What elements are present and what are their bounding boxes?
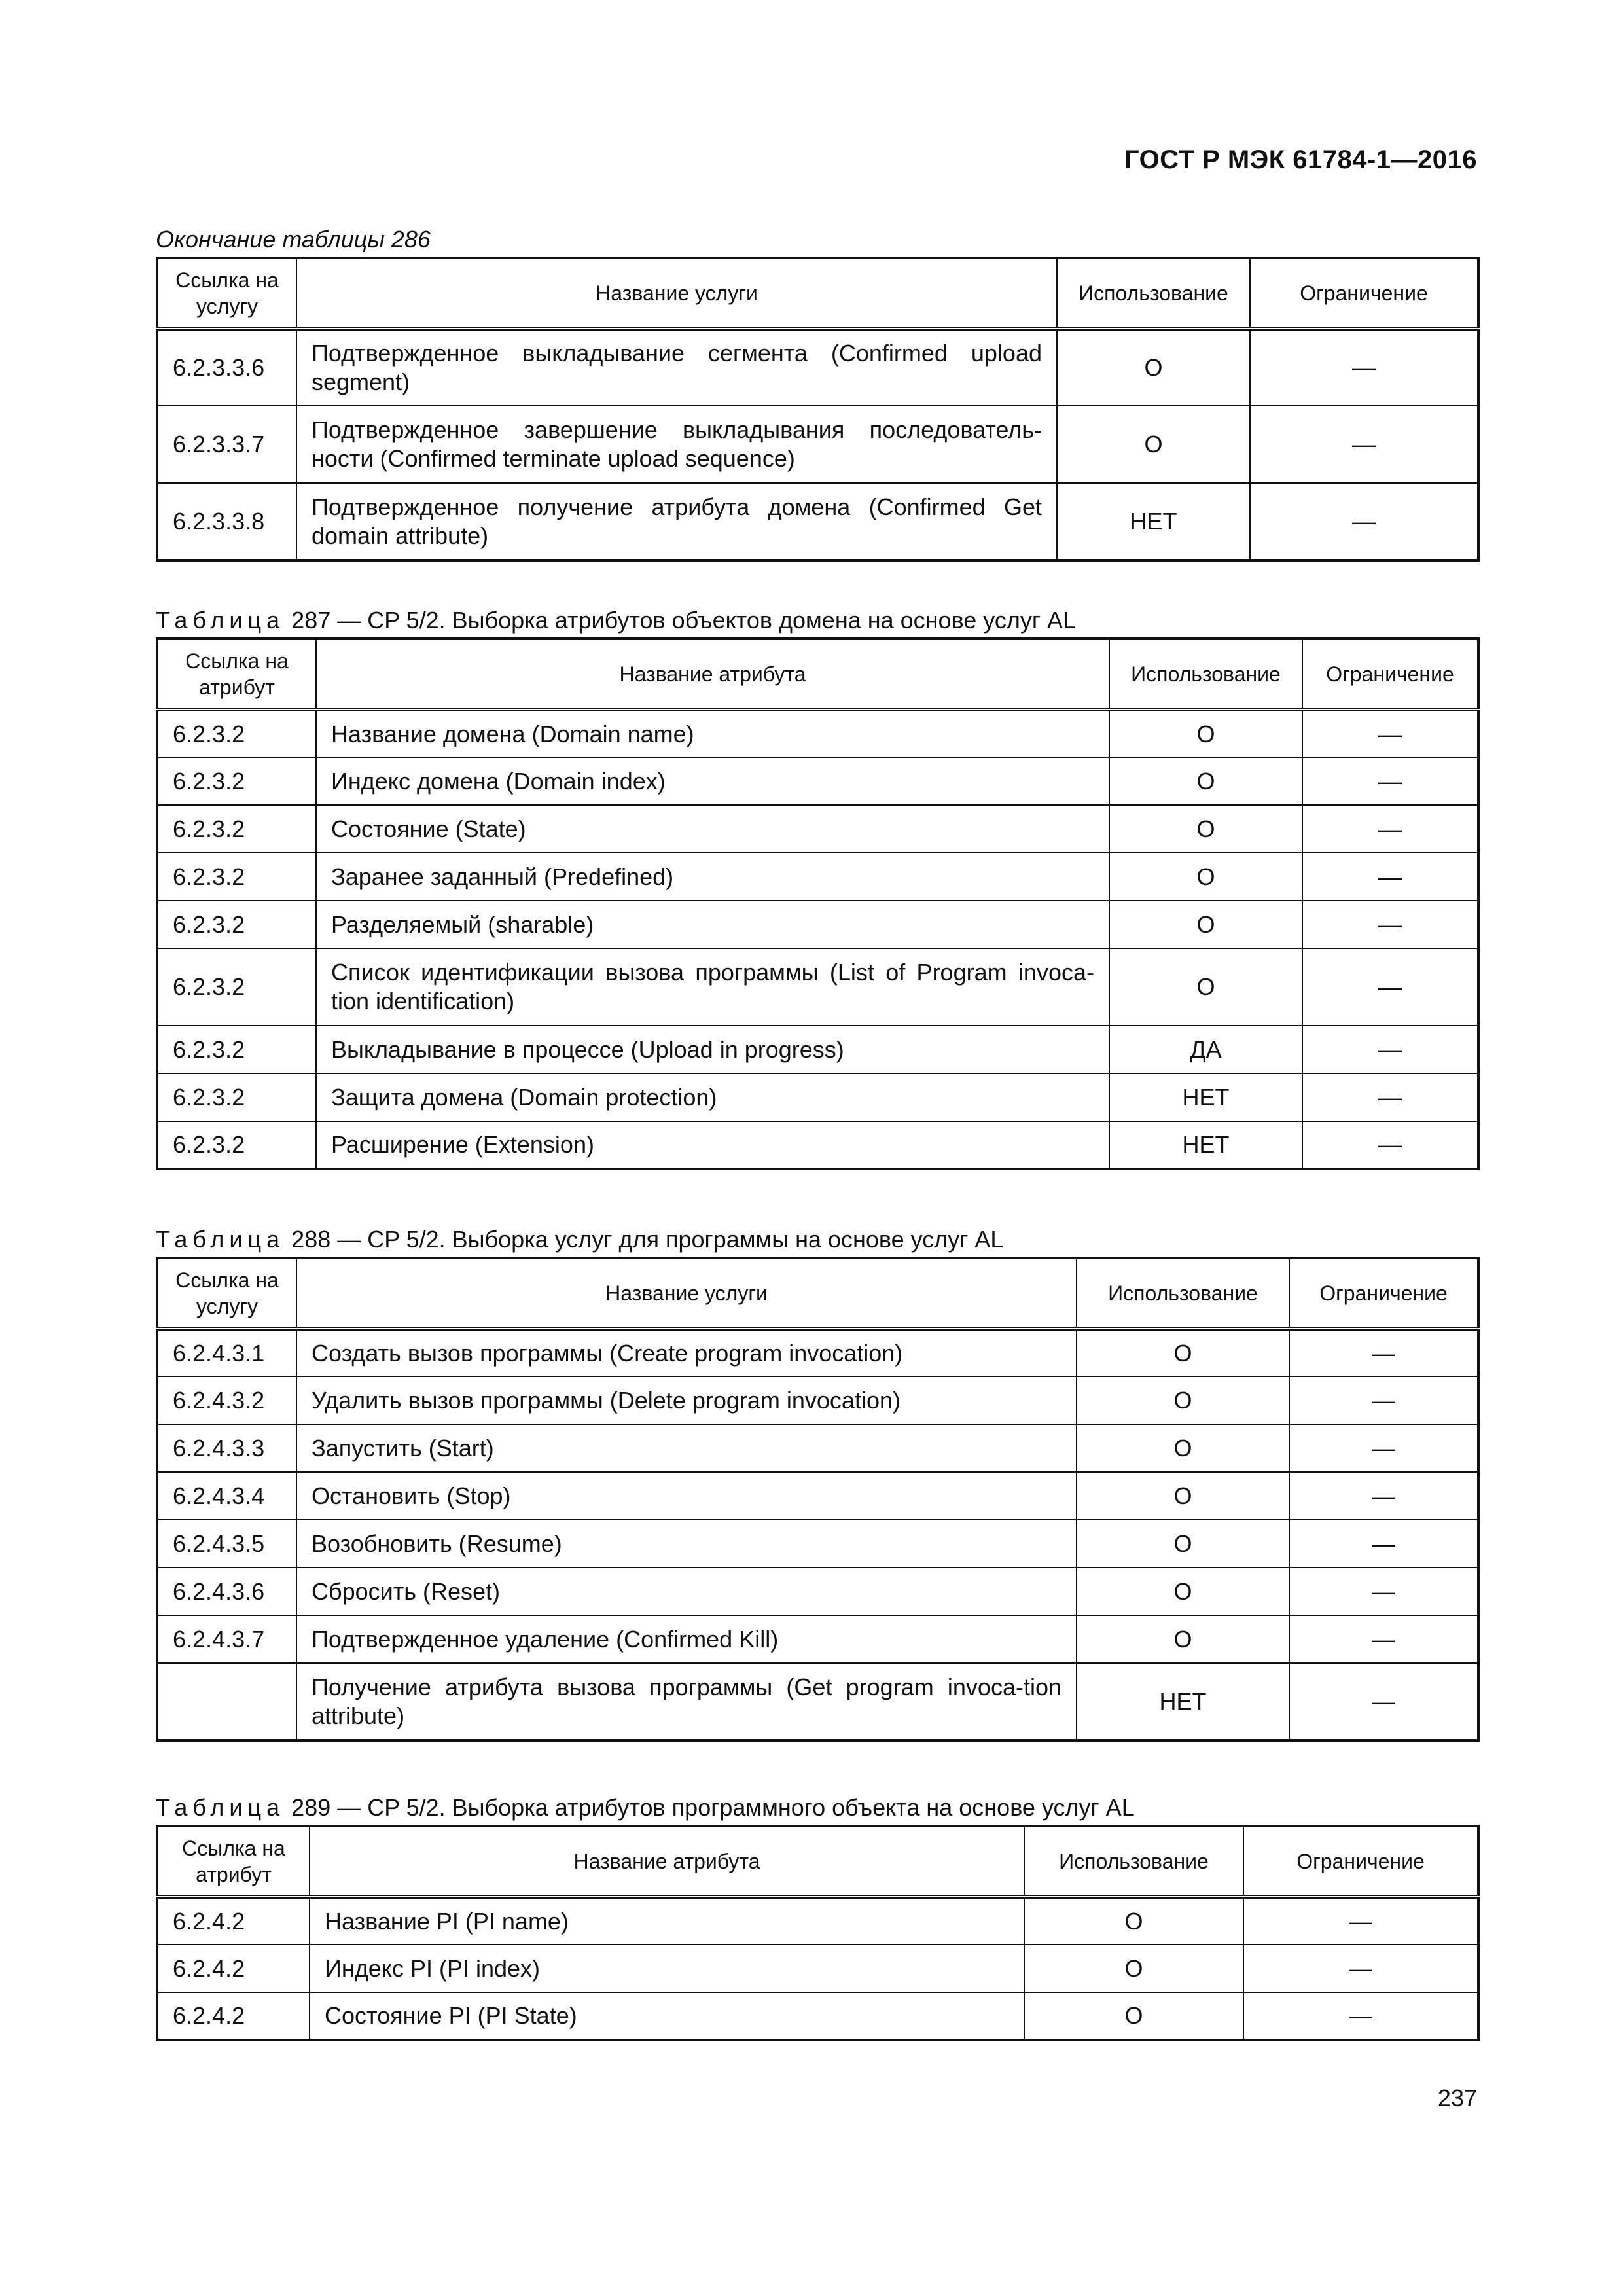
table-row [157,853,1478,901]
table-row [157,329,1478,406]
name-cell: Получение атрибута вызова программы (Get program invoca-tion attribute) [296,1663,1077,1740]
table-row [157,1121,1478,1169]
table-row [157,1073,1478,1121]
name-cell: Подтвержденное выкладывание сегмента (Confirmed upload segment) [296,329,1057,406]
limit-cell: — [1243,1897,1478,1945]
table-row [157,1615,1478,1663]
name-cell: Состояние PI (PI State) [310,1992,1024,2040]
limit-cell: — [1289,1472,1478,1520]
name-cell: Подтвержденное получение атрибута домена (Confirmed Get domain attribute) [296,483,1057,560]
usage-cell: О [1109,805,1302,853]
name-cell: Состояние (State) [316,805,1109,853]
usage-cell: О [1077,1568,1289,1615]
usage-cell: О [1109,948,1302,1026]
usage-cell: О [1109,757,1302,805]
limit-cell: — [1289,1615,1478,1663]
table-row [157,1472,1478,1520]
name-cell: Индекс PI (PI index) [310,1945,1024,1992]
table-289-section [156,1791,1477,2041]
usage-cell: О [1077,1329,1289,1376]
ref-cell: 6.2.3.2 [157,901,316,948]
table-286-section [156,223,1477,562]
ref-cell: 6.2.4.3.2 [157,1376,296,1424]
usage-cell: О [1077,1615,1289,1663]
table-287-section [156,603,1477,1170]
limit-cell: — [1302,901,1478,948]
limit-cell: — [1289,1376,1478,1424]
limit-cell: — [1302,1073,1478,1121]
table-288-section [156,1223,1477,1742]
name-cell: Расширение (Extension) [316,1121,1109,1169]
usage-cell: О [1077,1520,1289,1568]
table-286 [156,257,1480,562]
usage-cell: НЕТ [1057,483,1250,560]
name-cell: Подтвержденное удаление (Confirmed Kill) [296,1615,1077,1663]
table-row [157,483,1478,560]
usage-cell: О [1077,1472,1289,1520]
column-header-use: Использование [1077,1258,1289,1329]
ref-cell: 6.2.3.2 [157,853,316,901]
limit-cell: — [1289,1663,1478,1740]
table-caption [156,223,1477,257]
name-cell: Сбросить (Reset) [296,1568,1077,1615]
table-row [157,1026,1478,1073]
column-header-limit: Ограничение [1243,1826,1478,1897]
usage-cell: О [1109,853,1302,901]
column-header-use: Использование [1024,1826,1243,1897]
name-cell: Выкладывание в процессе (Upload in progress) [316,1026,1109,1073]
table-row [157,948,1478,1026]
usage-cell: О [1109,901,1302,948]
limit-cell: — [1302,1026,1478,1073]
ref-cell: 6.2.3.3.7 [157,406,296,483]
name-cell: Создать вызов программы (Create program invocation) [296,1329,1077,1376]
table-caption [156,1223,1477,1257]
table-row [157,757,1478,805]
name-cell: Название PI (PI name) [310,1897,1024,1945]
column-header-name: Название атрибута [316,639,1109,709]
ref-cell: 6.2.4.2 [157,1992,310,2040]
name-cell: Название домена (Domain name) [316,709,1109,757]
name-cell: Индекс домена (Domain index) [316,757,1109,805]
table-row [157,1424,1478,1472]
ref-cell: 6.2.3.2 [157,805,316,853]
ref-cell: 6.2.4.3.3 [157,1424,296,1472]
ref-cell: 6.2.4.2 [157,1897,310,1945]
usage-cell: О [1077,1424,1289,1472]
usage-cell: О [1057,329,1250,406]
limit-cell: — [1289,1520,1478,1568]
caption-text: 289 — CP 5/2. Выборка атрибутов программного объекта на основе услуг AL [291,1794,1135,1821]
ref-cell: 6.2.3.2 [157,1026,316,1073]
table-row [157,406,1478,483]
ref-cell: 6.2.4.3.7 [157,1615,296,1663]
page-number: 237 [1437,2085,1477,2111]
usage-cell: НЕТ [1109,1073,1302,1121]
table-288 [156,1257,1480,1742]
column-header-ref: Ссылка на атрибут [157,639,316,709]
caption-prefix: Таблица [156,1226,285,1253]
name-cell: Список идентификации вызова программы (List of Program invoca-tion identification) [316,948,1109,1026]
limit-cell: — [1289,1424,1478,1472]
table-row [157,1376,1478,1424]
table-header-row [157,639,1478,709]
limit-cell: — [1302,805,1478,853]
name-cell: Возобновить (Resume) [296,1520,1077,1568]
ref-cell: 6.2.3.2 [157,1073,316,1121]
limit-cell: — [1250,329,1478,406]
usage-cell: О [1024,1945,1243,1992]
ref-cell: 6.2.4.3.6 [157,1568,296,1615]
column-header-ref: Ссылка на атрибут [157,1826,310,1897]
name-cell: Запустить (Start) [296,1424,1077,1472]
ref-cell: 6.2.4.2 [157,1945,310,1992]
document-header: ГОСТ Р МЭК 61784-1—2016 [1124,145,1477,174]
limit-cell: — [1250,406,1478,483]
limit-cell: — [1243,1992,1478,2040]
ref-cell [157,1663,296,1740]
limit-cell: — [1289,1568,1478,1615]
ref-cell: 6.2.3.2 [157,709,316,757]
table-289 [156,1825,1480,2041]
column-header-name: Название атрибута [310,1826,1024,1897]
table-header-row [157,1826,1478,1897]
table-header-row [157,258,1478,329]
table-row [157,1663,1478,1740]
ref-cell: 6.2.3.2 [157,948,316,1026]
limit-cell: — [1289,1329,1478,1376]
ref-cell: 6.2.4.3.5 [157,1520,296,1568]
ref-cell: 6.2.3.3.6 [157,329,296,406]
table-header-row [157,1258,1478,1329]
name-cell: Подтвержденное завершение выкладывания последователь-ности (Confirmed terminate upload sequence) [296,406,1057,483]
table-row [157,1945,1478,1992]
usage-cell: О [1109,709,1302,757]
column-header-use: Использование [1057,258,1250,329]
column-header-name: Название услуги [296,258,1057,329]
usage-cell: О [1077,1376,1289,1424]
usage-cell: НЕТ [1077,1663,1289,1740]
limit-cell: — [1302,1121,1478,1169]
column-header-name: Название услуги [296,1258,1077,1329]
name-cell: Разделяемый (sharable) [316,901,1109,948]
column-header-limit: Ограничение [1250,258,1478,329]
column-header-use: Использование [1109,639,1302,709]
limit-cell: — [1302,709,1478,757]
column-header-ref: Ссылка на услугу [157,258,296,329]
column-header-limit: Ограничение [1289,1258,1478,1329]
name-cell: Остановить (Stop) [296,1472,1077,1520]
ref-cell: 6.2.3.2 [157,757,316,805]
caption-text: 288 — CP 5/2. Выборка услуг для программы на основе услуг AL [291,1226,1004,1253]
usage-cell: ДА [1109,1026,1302,1073]
usage-cell: НЕТ [1109,1121,1302,1169]
usage-cell: О [1024,1897,1243,1945]
table-caption [156,1791,1477,1825]
table-caption [156,603,1477,637]
limit-cell: — [1302,948,1478,1026]
caption-text: 287 — CP 5/2. Выборка атрибутов объектов домена на основе услуг AL [291,607,1077,634]
table-row [157,1520,1478,1568]
table-row [157,901,1478,948]
table-row [157,1329,1478,1376]
ref-cell: 6.2.3.3.8 [157,483,296,560]
ref-cell: 6.2.4.3.1 [157,1329,296,1376]
caption-prefix: Таблица [156,1794,285,1821]
ref-cell: 6.2.3.2 [157,1121,316,1169]
limit-cell: — [1302,757,1478,805]
ref-cell: 6.2.4.3.4 [157,1472,296,1520]
table-row [157,1568,1478,1615]
usage-cell: О [1024,1992,1243,2040]
limit-cell: — [1302,853,1478,901]
usage-cell: О [1057,406,1250,483]
name-cell: Заранее заданный (Predefined) [316,853,1109,901]
table-row [157,805,1478,853]
table-row [157,1897,1478,1945]
caption-prefix: Таблица [156,607,285,634]
name-cell: Удалить вызов программы (Delete program invocation) [296,1376,1077,1424]
limit-cell: — [1243,1945,1478,1992]
limit-cell: — [1250,483,1478,560]
caption-text: Окончание таблицы 286 [156,226,431,253]
column-header-limit: Ограничение [1302,639,1478,709]
table-row [157,709,1478,757]
name-cell: Защита домена (Domain protection) [316,1073,1109,1121]
table-287 [156,637,1480,1170]
table-row [157,1992,1478,2040]
column-header-ref: Ссылка на услугу [157,1258,296,1329]
